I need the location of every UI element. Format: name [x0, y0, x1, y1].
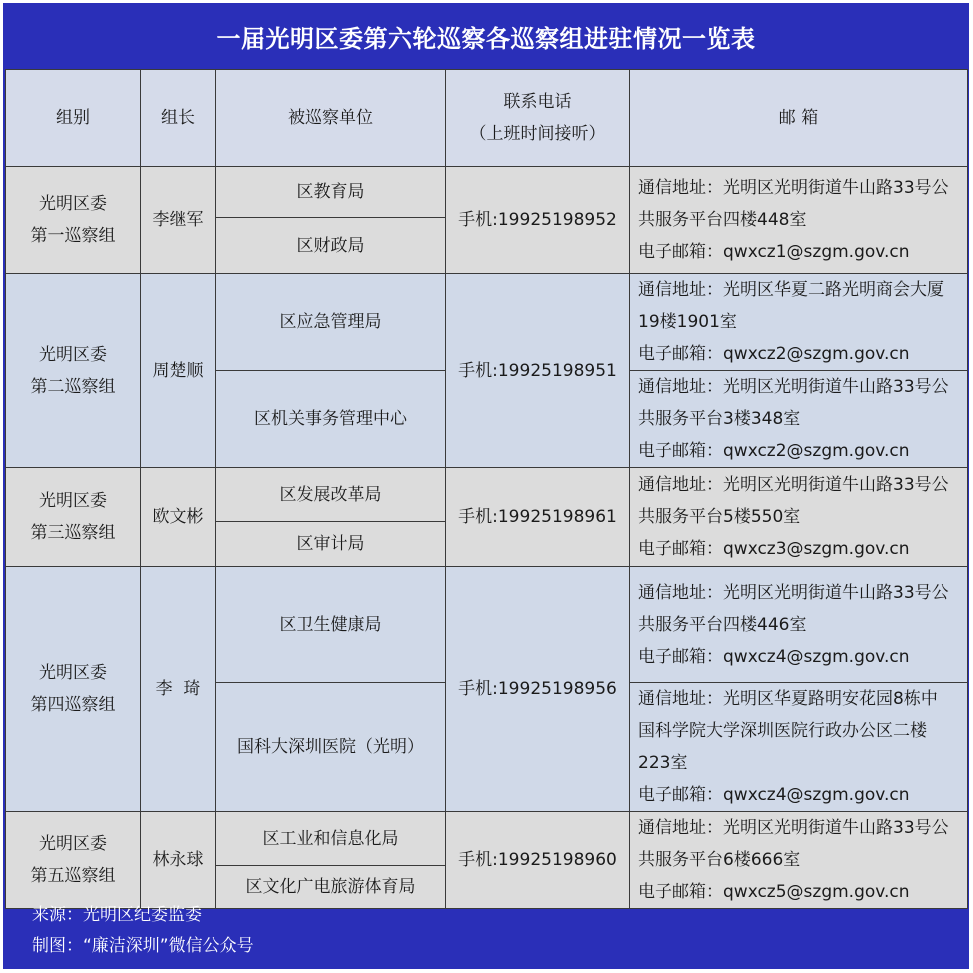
contact-line: 通信地址：光明区光明街道牛山路33号公 [638, 582, 949, 603]
contact-line: 223室 [638, 753, 688, 773]
table-row [6, 812, 968, 866]
phone-cell: 手机:19925198956 [446, 567, 630, 812]
contact-line: 共服务平台6楼666室 [638, 850, 801, 870]
email-cell [630, 167, 968, 274]
footer-credit: 制图：“廉洁深圳”微信公众号 [32, 936, 254, 956]
contact-line: 电子邮箱：qwxcz3@szgm.gov.cn [638, 539, 910, 559]
table-row [6, 468, 968, 522]
group-name-line: 第三巡察组 [30, 523, 116, 543]
inspected-unit-cell: 区应急管理局 [216, 274, 446, 371]
table-row [6, 567, 968, 683]
group-name-line: 光明区委 [39, 491, 107, 511]
contact-line: 通信地址：光明区华夏路明安花园8栋中 [638, 689, 938, 709]
contact-line: 通信地址：光明区光明街道牛山路33号公 [638, 178, 949, 198]
email-cell [630, 371, 968, 468]
contact-line: 电子邮箱：qwxcz5@szgm.gov.cn [638, 882, 910, 902]
email-cell [630, 683, 968, 812]
inspected-unit-cell: 区机关事务管理中心 [216, 371, 446, 468]
group-leader-cell: 李继军 [141, 167, 216, 274]
contact-line: 电子邮箱：qwxcz2@szgm.gov.cn [638, 344, 910, 364]
group-name-cell [6, 167, 141, 274]
email-cell [630, 468, 968, 567]
group-name-line: 第一巡察组 [30, 226, 116, 246]
inspected-unit-cell: 区财政局 [216, 218, 446, 274]
inspected-unit-cell: 区教育局 [216, 167, 446, 218]
contact-line: 电子邮箱：qwxcz2@szgm.gov.cn [638, 441, 910, 461]
inspected-unit-cell: 国科大深圳医院（光明） [216, 683, 446, 812]
contact-line: 电子邮箱：qwxcz4@szgm.gov.cn [638, 646, 910, 667]
group-name-line: 光明区委 [39, 344, 107, 365]
group-name-line: 光明区委 [39, 663, 107, 683]
email-cell [630, 274, 968, 371]
group-name-cell [6, 567, 141, 812]
phone-cell: 手机:19925198952 [446, 167, 630, 274]
contact-line: 共服务平台四楼446室 [638, 614, 807, 635]
group-name-line: 光明区委 [39, 194, 107, 214]
header-leader: 组长 [141, 70, 216, 167]
inspected-unit-cell: 区卫生健康局 [216, 567, 446, 683]
phone-cell: 手机:19925198951 [446, 274, 630, 468]
group-name-cell [6, 468, 141, 567]
contact-line: 通信地址：光明区光明街道牛山路33号公 [638, 818, 949, 838]
contact-line: 通信地址：光明区华夏二路光明商会大厦 [638, 280, 944, 300]
contact-line: 电子邮箱：qwxcz4@szgm.gov.cn [638, 785, 910, 805]
footer [3, 883, 969, 969]
contact-line: 通信地址：光明区光明街道牛山路33号公 [638, 377, 949, 397]
group-name-line: 光明区委 [39, 834, 107, 854]
contact-line: 通信地址：光明区光明街道牛山路33号公 [638, 475, 949, 495]
header-row [6, 70, 968, 167]
contact-line: 共服务平台四楼448室 [638, 210, 807, 230]
contact-line: 共服务平台5楼550室 [638, 507, 801, 527]
inspected-unit-cell: 区文化广电旅游体育局 [216, 866, 446, 909]
group-name-line: 第四巡察组 [30, 695, 116, 715]
table-row [6, 274, 968, 371]
header-phone-note: （上班时间接听） [469, 124, 606, 144]
table-frame [3, 3, 969, 969]
contact-line: 19楼1901室 [638, 312, 737, 332]
contact-line: 国科学院大学深圳医院行政办公区二楼 [638, 721, 927, 741]
table-row [6, 167, 968, 218]
header-phone-title: 联系电话 [503, 92, 572, 112]
phone-cell: 手机:19925198961 [446, 468, 630, 567]
page-title: 一届光明区委第六轮巡察各巡察组进驻情况一览表 [216, 24, 756, 53]
footer-source: 来源：光明区纪委监委 [32, 905, 202, 925]
email-cell [630, 567, 968, 683]
group-leader-cell: 周楚顺 [141, 274, 216, 468]
inspected-unit-cell: 区审计局 [216, 522, 446, 567]
group-name-line: 第二巡察组 [30, 376, 116, 397]
phone-cell: 手机:19925198960 [446, 812, 630, 909]
group-leader-cell: 欧文彬 [141, 468, 216, 567]
inspected-unit-cell: 区发展改革局 [216, 468, 446, 522]
group-name-cell [6, 274, 141, 468]
group-leader-cell: 林永球 [141, 812, 216, 909]
header-email: 邮 箱 [630, 70, 968, 167]
header-group: 组别 [6, 70, 141, 167]
inspection-table [5, 69, 968, 909]
inspected-unit-cell: 区工业和信息化局 [216, 812, 446, 866]
group-name-line: 第五巡察组 [30, 866, 116, 886]
contact-line: 电子邮箱：qwxcz1@szgm.gov.cn [638, 242, 910, 262]
contact-line: 共服务平台3楼348室 [638, 409, 801, 429]
header-unit: 被巡察单位 [216, 70, 446, 167]
group-leader-cell: 李 琦 [141, 567, 216, 812]
header-phone [446, 70, 630, 167]
